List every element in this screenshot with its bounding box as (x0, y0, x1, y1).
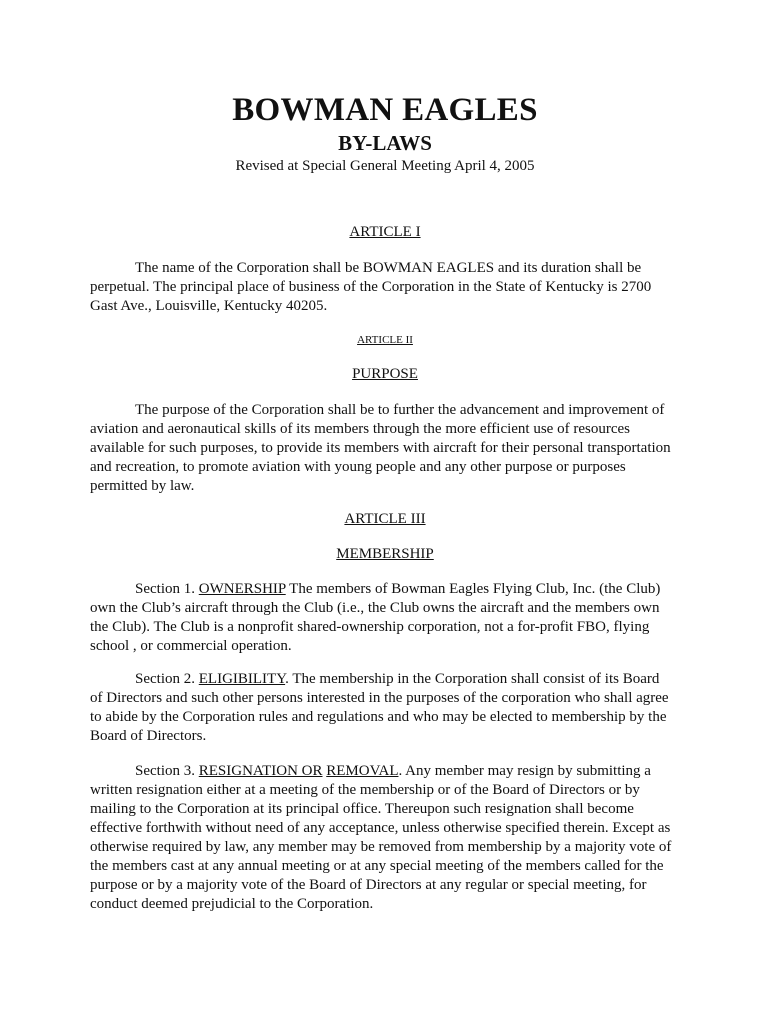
paragraph-line: conduct deemed prejudicial to the Corporation. (90, 896, 374, 912)
paragraph-line: The name of the Corporation shall be BOWMAN EAGLES and its duration shall be (135, 260, 642, 276)
document-subtitle: BY-LAWS (338, 131, 432, 155)
section-1-prefix: Section 1. (135, 581, 199, 597)
article-2-paragraph (90, 401, 680, 496)
article-2-subheading: PURPOSE (352, 366, 418, 382)
section-3-paragraph (90, 762, 680, 914)
paragraph-line: written resignation either at a meeting of the membership or of the Board of Directors or by (90, 782, 640, 798)
section-1-paragraph (90, 580, 680, 656)
revision-note: Revised at Special General Meeting April 4, 2005 (235, 158, 535, 174)
section-1-first-rest: The members of Bowman Eagles Flying Club, Inc. (the Club) (285, 581, 661, 597)
section-3-title-a: RESIGNATION OR (198, 763, 323, 779)
article-2-heading: ARTICLE II (357, 334, 413, 346)
article-1-heading: ARTICLE I (349, 224, 421, 240)
paragraph-line: perpetual. The principal place of business of the Corporation in the State of Kentucky is 2700 (90, 279, 652, 295)
paragraph-line: the Club). The Club is a nonprofit shared-ownership corporation, not a for-profit FBO, flying (90, 619, 650, 635)
section-2-title: ELIGIBILITY (198, 671, 286, 687)
paragraph-line: Board of Directors. (90, 728, 207, 744)
paragraph-line: effective forthwith without need of any acceptance, unless otherwise specified therein. Except as (90, 820, 671, 836)
paragraph-line: permitted by law. (90, 478, 195, 494)
paragraph-line: The purpose of the Corporation shall be to further the advancement and improvement of (135, 402, 665, 418)
paragraph-line: purpose or by a majority vote of the Board of Directors at any regular or special meeting, for (90, 877, 647, 893)
article-1-paragraph (90, 259, 680, 316)
paragraph-line: school , or commercial operation. (90, 638, 292, 654)
paragraph-line: Gast Ave., Louisville, Kentucky 40205. (90, 298, 328, 314)
paragraph-line: to abide by the Corporation rules and regulations and who may be elected to membership by the (90, 709, 667, 725)
section-1-first-line (90, 580, 680, 599)
paragraph-line: mailing to the Corporation at its principal office. Thereupon such resignation shall become (90, 801, 634, 817)
paragraph-line: aviation and aeronautical skills of its members through the more efficient use of resources (90, 421, 630, 437)
paragraph-line: own the Club’s aircraft through the Club (i.e., the Club owns the aircraft and the members own (90, 600, 660, 616)
section-3-first-rest: . Any member may resign by submitting a (398, 763, 651, 779)
article-3-heading: ARTICLE III (344, 511, 426, 527)
article-3-subheading: MEMBERSHIP (336, 546, 434, 562)
section-3-title-b: REMOVAL (326, 763, 399, 779)
section-2-first-line (90, 670, 680, 689)
paragraph-line: and recreation, to promote aviation with young people and any other purpose or purposes (90, 459, 626, 475)
section-2-prefix: Section 2. (135, 671, 199, 687)
paragraph-line: available for such purposes, to provide its members with aircraft for their personal transportation (90, 440, 671, 456)
paragraph-line: the members cast at any annual meeting or at any special meeting of the members called for the (90, 858, 664, 874)
document-title: BOWMAN EAGLES (232, 92, 538, 128)
section-1-title: OWNERSHIP (198, 581, 286, 597)
section-2-paragraph (90, 670, 680, 746)
section-3-first-line (90, 762, 680, 781)
paragraph-line: otherwise required by law, any member may be removed from membership by a majority vote of (90, 839, 672, 855)
paragraph-line: of Directors and such other persons interested in the purposes of the corporation who shall agree (90, 690, 669, 706)
section-3-prefix: Section 3. (135, 763, 199, 779)
section-2-first-rest: . The membership in the Corporation shall consist of its Board (285, 671, 660, 687)
